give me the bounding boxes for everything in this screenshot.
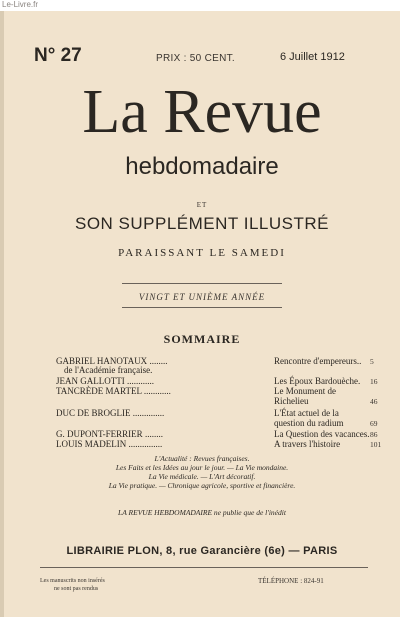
toc-author: G. DUPONT-FERRIER ........	[56, 429, 163, 439]
contents-heading: SOMMAIRE	[163, 332, 241, 346]
rubrique-line: La Vie pratique. — Chronique agricole, sportive et financière.	[108, 481, 296, 490]
issue-number: N° 27	[34, 45, 82, 66]
divider-rule	[122, 283, 282, 284]
toc-page-number: 86	[370, 430, 378, 439]
toc-article-title: Le Monument de Richelieu	[274, 386, 336, 406]
publisher-line: LIBRAIRIE PLON, 8, rue Garancière (6e) — PARIS	[66, 545, 338, 557]
masthead-title: La Revue	[82, 78, 322, 146]
toc-page-number: 16	[370, 377, 378, 386]
toc-article-title: Les Époux Bardouèche.	[274, 376, 361, 386]
supplement-heading: SON SUPPLÉMENT ILLUSTRÉ	[75, 214, 329, 233]
toc-page-number: 46	[370, 397, 378, 406]
bottom-margin	[0, 617, 400, 628]
toc-page-number: 69	[370, 419, 378, 428]
conjunction-et: ET	[196, 201, 208, 209]
editorial-notice: LA REVUE HEBDOMADAIRE ne publie que de l'inédit	[118, 508, 286, 517]
manuscript-notice-line: Les manuscrits non insérés	[40, 578, 105, 584]
toc-page-number: 101	[370, 440, 382, 449]
masthead-subtitle: hebdomadaire	[125, 153, 279, 180]
site-banner: Le-Livre.fr	[0, 0, 400, 11]
divider-rule	[122, 307, 282, 308]
publication-frequency: PARAISSANT LE SAMEDI	[118, 247, 286, 259]
toc-article-title: La Question des vacances.	[274, 429, 370, 439]
toc-author: TANCRÈDE MARTEL ............	[56, 386, 171, 396]
toc-page-number: 5	[370, 357, 374, 366]
volume-year: VINGT ET UNIÈME ANNÉE	[138, 292, 266, 302]
toc-author: GABRIEL HANOTAUX ........	[56, 356, 168, 366]
rubrique-line: La Vie médicale. — L'Art décoratif.	[148, 472, 256, 481]
toc-article-title: L'État actuel de la question du radium	[274, 408, 344, 428]
toc-article-title: A travers l'histoire	[274, 439, 341, 449]
manuscript-notice-line: ne sont pas rendus	[54, 586, 99, 592]
toc-author: DUC DE BROGLIE ..............	[56, 408, 165, 418]
toc-author-note: de l'Académie française.	[64, 365, 153, 375]
issue-date: 6 Juillet 1912	[280, 51, 345, 63]
rubrique-line: Les Faits et les Idées au jour le jour. — La Vie mondaine.	[115, 463, 289, 472]
toc-article-title: Rencontre d'empereurs..	[274, 356, 362, 366]
magazine-cover	[4, 11, 400, 617]
toc-author: JEAN GALLOTTI ............	[56, 376, 154, 386]
telephone-number: TÉLÉPHONE : 824-91	[258, 577, 324, 585]
manuscript-notice	[40, 577, 105, 593]
rubrique-line: L'Actualité : Revues françaises.	[154, 454, 250, 463]
price-label: PRIX : 50 CENT.	[156, 53, 235, 64]
toc-author: LOUIS MADELIN ...............	[56, 439, 163, 449]
divider-rule	[40, 567, 368, 568]
